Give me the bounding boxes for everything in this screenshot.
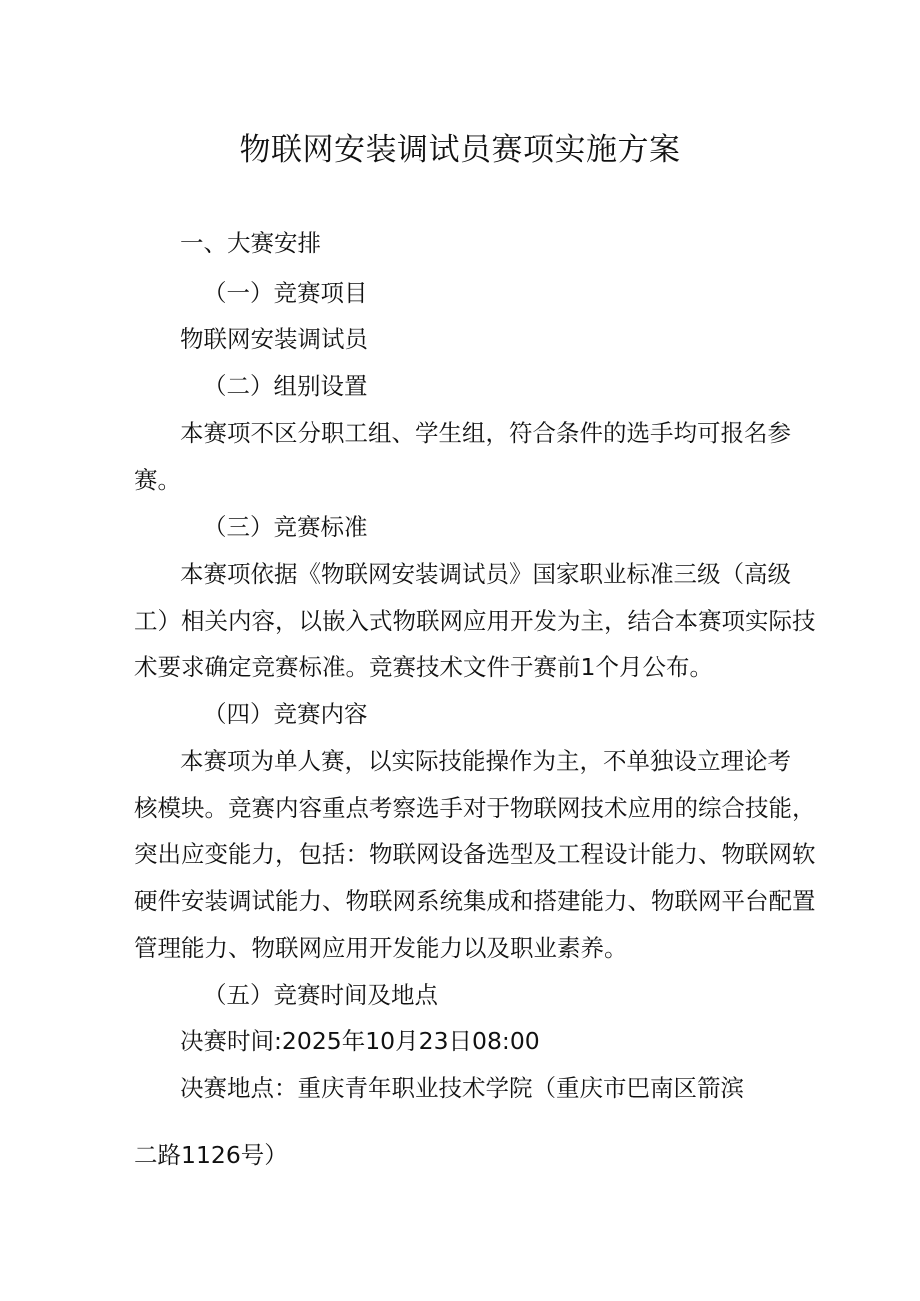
subsection-heading-3: （三）竞赛标准	[203, 513, 368, 541]
paragraph-line: 赛。	[134, 466, 181, 494]
paragraph-line: 术要求确定竞赛标准。竞赛技术文件于赛前1个月公布。	[134, 653, 713, 681]
subsection-heading-2: （二）组别设置	[203, 372, 368, 400]
final-place-line: 决赛地点：重庆青年职业技术学院（重庆市巴南区箭滨	[180, 1074, 744, 1102]
subsection-heading-5: （五）竞赛时间及地点	[203, 981, 438, 1009]
section-heading: 一、大赛安排	[180, 229, 321, 257]
document-title: 物联网安装调试员赛项实施方案	[239, 132, 681, 168]
subsection-heading-1: （一）竞赛项目	[203, 279, 368, 307]
subsection-heading-4: （四）竞赛内容	[203, 700, 368, 728]
paragraph-line: 核模块。竞赛内容重点考察选手对于物联网技术应用的综合技能，	[134, 794, 816, 822]
paragraph-line: 工）相关内容，以嵌入式物联网应用开发为主，结合本赛项实际技	[134, 607, 816, 635]
paragraph-line: 管理能力、物联网应用开发能力以及职业素养。	[134, 934, 628, 962]
paragraph-line: 本赛项为单人赛，以实际技能操作为主，不单独设立理论考	[180, 747, 791, 775]
final-place-continuation: 二路1126号）	[134, 1141, 288, 1169]
subsection-text-1: 物联网安装调试员	[180, 325, 368, 353]
paragraph-line: 本赛项依据《物联网安装调试员》国家职业标准三级（高级	[180, 560, 791, 588]
paragraph-line: 硬件安装调试能力、物联网系统集成和搭建能力、物联网平台配置	[134, 887, 816, 915]
paragraph-line: 本赛项不区分职工组、学生组，符合条件的选手均可报名参	[180, 419, 791, 447]
paragraph-line: 突出应变能力，包括：物联网设备选型及工程设计能力、物联网软	[134, 840, 816, 868]
final-time-line: 决赛时间:2025年10月23日08:00	[180, 1027, 540, 1055]
